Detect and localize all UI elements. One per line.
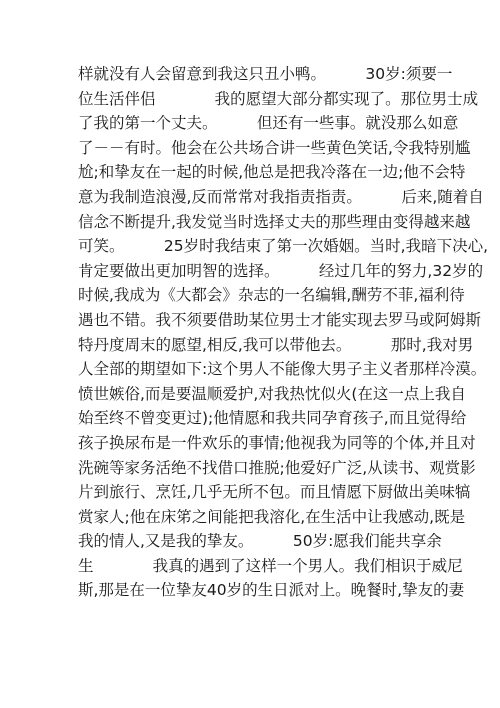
text-line: 样就没有人会留意到我这只丑小鸭。 30岁:须要一: [78, 65, 453, 83]
text-line: 生 我真的遇到了这样一个男人。我们相识于威尼: [78, 556, 463, 575]
text-line: 遇也不错。我不须要借助某位男士才能实现去罗马或阿姆斯: [78, 310, 482, 329]
text-line: 始至终不曾变更过);他情愿和我共同孕育孩子,而且觉得给: [78, 409, 467, 428]
text-line: 洗碗等家务活绝不找借口推脱;他爱好广泛,从读书、观赏影: [78, 458, 476, 477]
text-line: 人全部的期望如下:这个男人不能像大男子主义者那样冷漠。: [78, 360, 487, 379]
text-line: 我的情人,又是我的挚友。 50岁:愿我们能共享余: [78, 532, 442, 551]
text-line: 信念不断提升,我发觉当时选择丈夫的那些理由变得越来越: [78, 212, 471, 231]
text-line: 片到旅行、烹饪,几乎无所不包。而且情愿下厨做出美味犒: [78, 483, 471, 502]
text-line: 斯,那是在一位挚友40岁的生日派对上。晚餐时,挚友的妻: [78, 581, 465, 600]
text-line: 特丹度周末的愿望,相反,我可以带他去。 那时,我对男: [78, 335, 474, 354]
text-line: 肯定要做出更加明智的选择。 经过几年的努力,32岁的: [78, 261, 484, 280]
text-line: 了我的第一个丈夫。 但还有一些事。就没那么如意: [78, 114, 459, 133]
text-line: 意为我制造浪漫,反而常常对我指责指责。 后来,随着自: [78, 187, 484, 206]
text-line: 尬;和挚友在一起的时候,他总是把我冷落在一边;他不会特: [78, 163, 466, 182]
text-line: 愤世嫉俗,而是要温顺爱护,对我热忱似火(在这一点上我自: [78, 384, 466, 403]
text-line: 时候,我成为《大都会》杂志的一名编辑,酬劳不菲,福利待: [78, 286, 465, 305]
text-line: 可笑。 25岁时我结束了第一次婚姻。当时,我暗下决心,: [78, 237, 488, 256]
text-line: 赏家人;他在床笫之间能把我溶化,在生活中让我感动,既是: [78, 507, 466, 526]
text-line: 了－－有时。他会在公共场合讲一些黄色笑话,令我特别尴: [78, 138, 471, 157]
text-line: 位生活伴侣 我的愿望大部分都实现了。那位男士成: [78, 89, 479, 108]
text-line: 孩子换尿布是一件欢乐的事情;他视我为同等的个体,并且对: [78, 433, 476, 452]
body-text: [78, 62, 488, 603]
